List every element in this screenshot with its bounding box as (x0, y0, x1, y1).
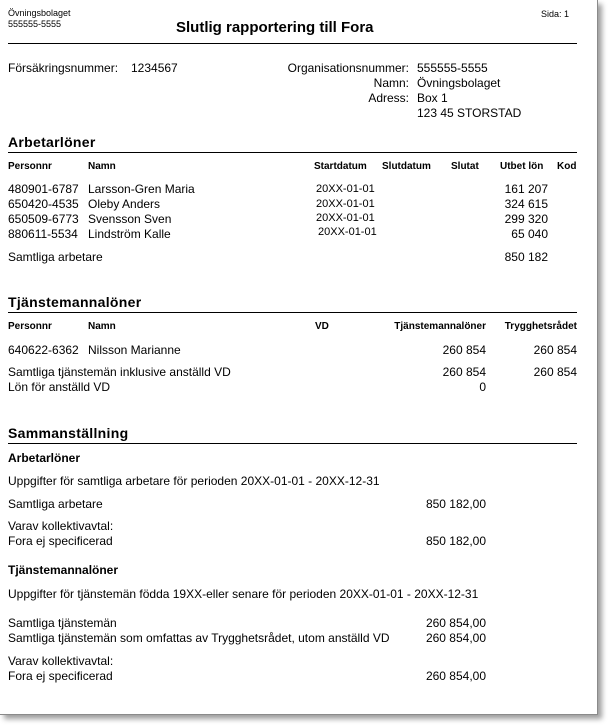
tjansteman-trygghetsradet-value: 260 854,00 (425, 631, 486, 645)
insurance-number-label: Försäkringsnummer: (8, 61, 119, 75)
table-row-startdatum: 20XX-01-01 (316, 198, 375, 210)
tjansteman-total-label: Samtliga tjänstemän (8, 616, 117, 630)
tjansteman-trygghetsradet-label: Samtliga tjänstemän som omfattas av Trygghetsrådet, utom anställd VD (8, 631, 390, 645)
col-header-namn: Namn (88, 321, 116, 332)
table-row-startdatum: 20XX-01-01 (316, 212, 375, 224)
col-header-kod: Kod (557, 161, 577, 172)
total-value-tjansteman: 260 854 (442, 365, 486, 379)
vd-salary-value: 0 (479, 380, 486, 394)
arbetare-total-label: Samtliga arbetare (8, 497, 103, 511)
section-divider (8, 152, 577, 153)
arbetare-fora-value: 850 182,00 (425, 534, 486, 548)
table-row-utbet-lon: 65 040 (511, 227, 548, 241)
col-header-personnr: Personnr (8, 321, 52, 332)
table-row-namn: Nilsson Marianne (88, 343, 181, 357)
subsection-title-arbetarloner: Arbetarlöner (8, 451, 81, 465)
section-divider (8, 443, 577, 444)
total-label-tjansteman: Samtliga tjänstemän inklusive anställd VD (8, 365, 231, 379)
table-row-namn: Lindström Kalle (88, 227, 171, 241)
table-row-namn: Larsson-Gren Maria (88, 182, 195, 196)
tjansteman-kollektivavtal-label: Varav kollektivavtal: (8, 654, 114, 668)
tjansteman-fora-label: Fora ej specificerad (8, 669, 113, 683)
table-row-personnr: 880611-5534 (8, 227, 78, 241)
address-line-2: 123 45 STORSTAD (417, 106, 522, 120)
col-header-personnr: Personnr (8, 161, 52, 172)
table-row-utbet-lon: 161 207 (504, 182, 548, 196)
subsection-title-tjanstemannaloner: Tjänstemannalöner (8, 563, 119, 577)
total-label-arbetare: Samtliga arbetare (8, 250, 103, 264)
report-title: Slutlig rapportering till Fora (176, 19, 374, 36)
company-org-number: 555555-5555 (8, 19, 62, 29)
arbetare-total-value: 850 182,00 (425, 497, 486, 511)
table-row-namn: Svensson Sven (88, 212, 172, 226)
header-divider (8, 43, 577, 44)
name-label: Namn: (373, 76, 409, 90)
tjansteman-fora-value: 260 854,00 (425, 669, 486, 683)
section-divider (8, 312, 577, 313)
col-header-namn: Namn (88, 161, 116, 172)
total-value-trygghetsradet: 260 854 (533, 365, 577, 379)
table-row-tjanstemannaloner: 260 854 (442, 343, 486, 357)
tjansteman-total-value: 260 854,00 (425, 616, 486, 630)
table-row-startdatum: 20XX-01-01 (318, 226, 377, 238)
col-header-slutat: Slutat (451, 161, 479, 172)
table-row-namn: Oleby Anders (88, 197, 161, 211)
arbetare-fora-label: Fora ej specificerad (8, 534, 113, 548)
insurance-number-value: 1234567 (131, 61, 178, 75)
total-value-arbetare: 850 182 (504, 250, 548, 264)
section-title-sammanstallning: Sammanställning (8, 425, 129, 441)
table-row-utbet-lon: 324 615 (504, 197, 548, 211)
vd-salary-label: Lön för anställd VD (8, 380, 111, 394)
table-row-personnr: 640622-6362 (8, 343, 79, 357)
address-label: Adress: (368, 91, 409, 105)
org-number-label: Organisationsnummer: (287, 61, 409, 75)
col-header-trygghetsradet: Trygghetsrådet (504, 321, 577, 332)
page-number: Sida: 1 (541, 9, 570, 19)
table-row-personnr: 650509-6773 (8, 212, 79, 226)
name-value: Övningsbolaget (417, 76, 501, 90)
org-number-value: 555555-5555 (417, 61, 488, 75)
arbetare-period-description: Uppgifter för samtliga arbetare för perioden 20XX-01-01 - 20XX-12-31 (8, 474, 380, 488)
address-line-1: Box 1 (417, 91, 448, 105)
table-row-startdatum: 20XX-01-01 (316, 183, 375, 195)
col-header-vd: VD (315, 321, 329, 332)
table-row-utbet-lon: 299 320 (504, 212, 548, 226)
col-header-startdatum: Startdatum (314, 161, 367, 172)
col-header-utbet-lon: Utbet lön (500, 161, 544, 172)
company-name: Övningsbolaget (8, 8, 71, 18)
col-header-tjanstemannaloner: Tjänstemannalöner (394, 321, 486, 332)
table-row-personnr: 480901-6787 (8, 182, 79, 196)
arbetare-kollektivavtal-label: Varav kollektivavtal: (8, 519, 114, 533)
table-row-personnr: 650420-4535 (8, 197, 79, 211)
tjansteman-period-description: Uppgifter för tjänstemän födda 19XX-eller senare för perioden 20XX-01-01 - 20XX-12-31 (8, 587, 479, 601)
section-title-tjanstemannaloner: Tjänstemannalöner (8, 294, 142, 310)
col-header-slutdatum: Slutdatum (382, 161, 431, 172)
section-title-arbetarloner: Arbetarlöner (8, 134, 96, 150)
table-row-trygghetsradet: 260 854 (533, 343, 577, 357)
